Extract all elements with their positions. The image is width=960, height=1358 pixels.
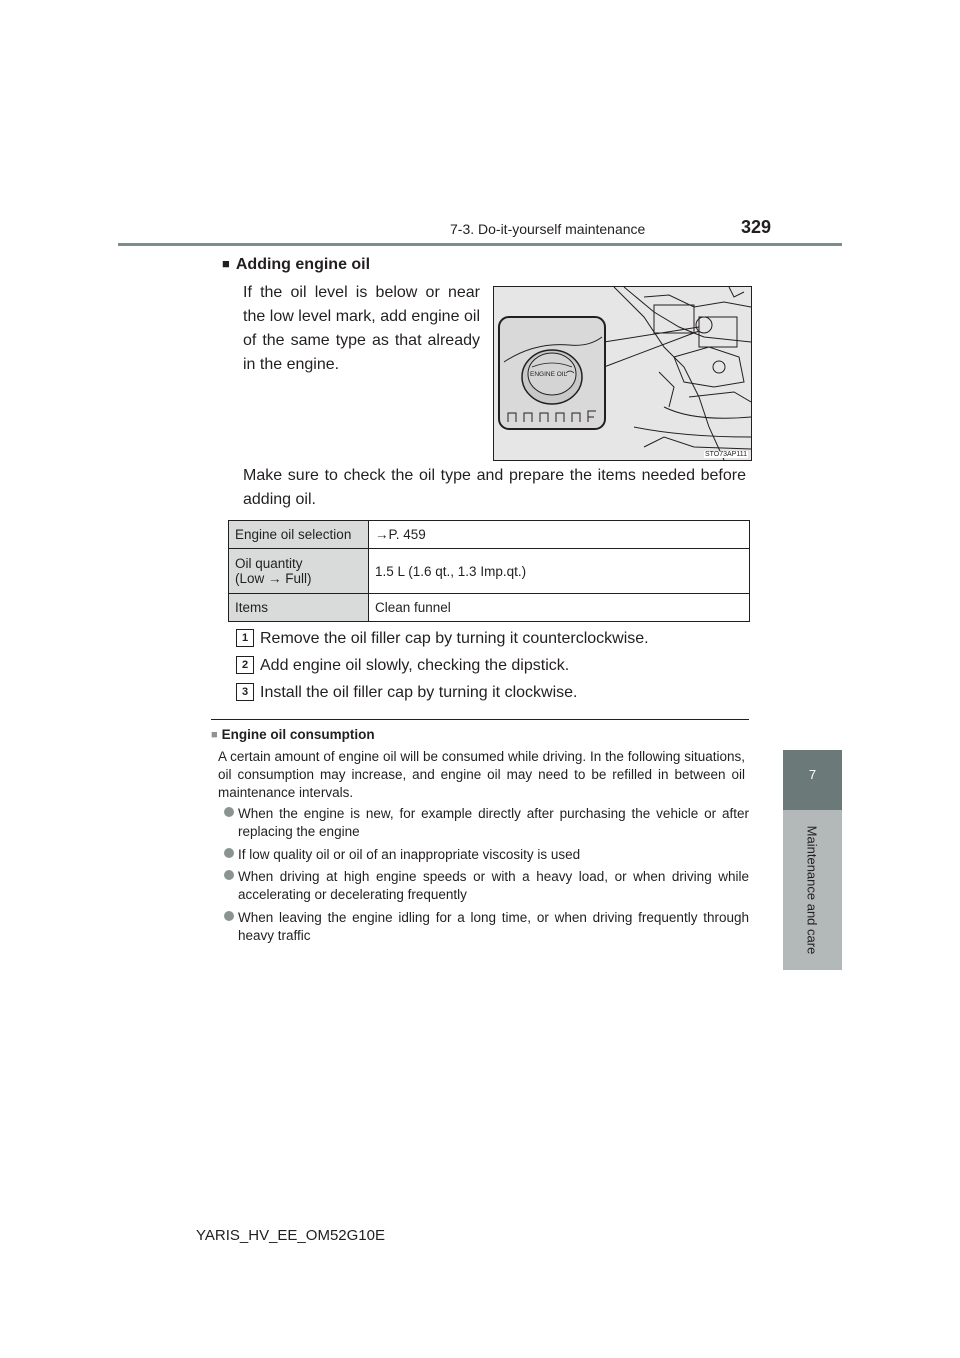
table-key: Items — [229, 594, 369, 622]
table-row — [229, 549, 750, 594]
step-item — [236, 656, 569, 675]
section-note: Make sure to check the oil type and prepare the items needed before adding oil. — [243, 467, 746, 508]
document-code: YARIS_HV_EE_OM52G10E — [196, 1227, 385, 1244]
table-value: 1.5 L (1.6 qt., 1.3 Imp.qt.) — [369, 549, 750, 594]
table-value: Clean funnel — [369, 594, 750, 622]
step-number-badge: 2 — [236, 656, 254, 674]
chapter-number: 7 — [808, 767, 817, 782]
cap-lettering-logo — [528, 367, 578, 379]
list-item-text: If low quality oil or oil of an inappropriate viscosity is used — [238, 847, 581, 862]
step-text: Remove the oil filler cap by turning it counterclockwise. — [260, 630, 649, 647]
list-item — [224, 868, 749, 904]
page-number: 329 — [741, 217, 772, 237]
table-key-line: Oil quantity — [235, 556, 303, 571]
table-key-line: (Low → Full) — [235, 571, 312, 586]
table-row — [229, 521, 750, 549]
subsection-paragraph: A certain amount of engine oil will be consumed while driving. In the following situations, oil consumption may increase, and engine oil may need to be refilled in between oil maintenance intervals. — [218, 749, 745, 800]
running-header-section: 7-3. Do-it-yourself maintenance — [450, 221, 646, 237]
bullet-dot-icon — [224, 911, 234, 921]
square-bullet-icon: ■ — [222, 256, 230, 271]
table-key: Engine oil selection — [229, 521, 369, 549]
bullet-dot-icon — [224, 870, 234, 880]
table-key — [229, 549, 369, 594]
step-item — [236, 629, 649, 648]
step-number-badge: 3 — [236, 683, 254, 701]
engine-oil-cap-illustration — [493, 286, 752, 461]
table-row — [229, 594, 750, 622]
bullet-dot-icon — [224, 807, 234, 817]
chapter-title: Maintenance and care — [804, 825, 820, 955]
step-text: Install the oil filler cap by turning it clockwise. — [260, 684, 578, 701]
oil-spec-table — [228, 520, 750, 622]
list-item — [224, 805, 749, 841]
list-item-text: When the engine is new, for example directly after purchasing the vehicle or after replacing the engine — [238, 806, 749, 839]
list-item-text: When leaving the engine idling for a long time, or when driving frequently through heavy traffic — [238, 910, 749, 943]
square-bullet-icon: ■ — [211, 729, 218, 741]
bullet-dot-icon — [224, 848, 234, 858]
step-number-badge: 1 — [236, 629, 254, 647]
table-value: →P. 459 — [369, 521, 750, 549]
subsection-heading — [211, 727, 375, 742]
list-item — [224, 909, 749, 945]
subsection-heading-text: Engine oil consumption — [221, 727, 375, 742]
section-heading-text: Adding engine oil — [235, 256, 371, 273]
header-rule — [118, 243, 842, 246]
step-item — [236, 683, 577, 702]
section-heading — [222, 256, 370, 274]
section-intro: If the oil level is below or near the low level mark, add engine oil of the same type as that already in the engine. — [243, 284, 480, 373]
list-item-text: When driving at high engine speeds or with a heavy load, or when driving while accelerating or decelerating frequently — [238, 869, 749, 902]
step-text: Add engine oil slowly, checking the dipstick. — [260, 657, 570, 674]
svg-text:ENGINE OIL: ENGINE OIL — [530, 371, 568, 378]
list-item — [224, 846, 749, 864]
figure-code: STO73AP111 — [704, 451, 747, 458]
subsection-rule — [211, 719, 749, 720]
